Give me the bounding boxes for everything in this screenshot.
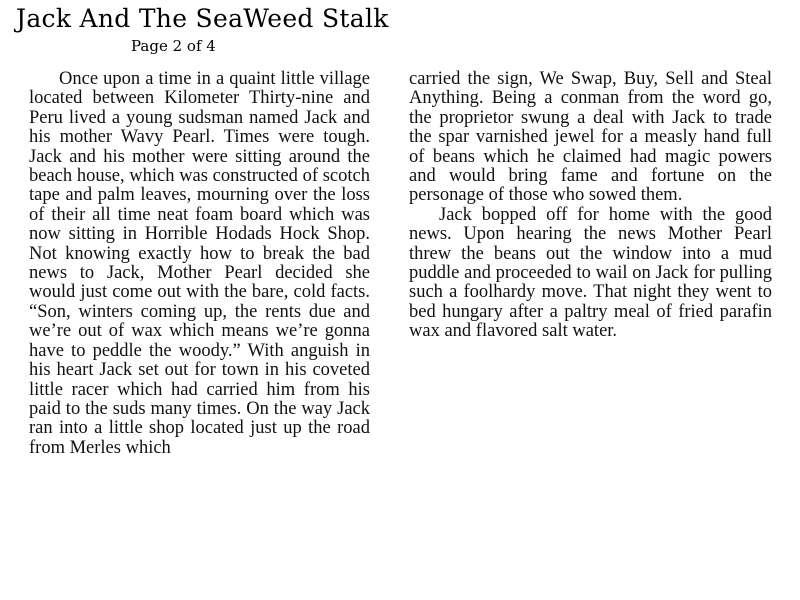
text-column-left: [29, 70, 370, 458]
body-paragraph-continuation: carried the sign, We Swap, Buy, Sell and Steal Anything. Being a conman from the word go, the proprietor swung a deal with Jack to trade the spar varnished jewel for a measly hand full of beans which he claimed had magic powers and would bring fame and fortune on the personage of those who sowed them.: [409, 69, 772, 206]
body-paragraph: Jack bopped off for home with the good news. Upon hearing the news Mother Pearl threw the beans out the window into a mud puddle and proceeded to wail on Jack for pulling such a foolhardy move. That night they went to bed hungary after a paltry meal of fried parafin wax and flavored salt water.: [409, 204, 772, 342]
story-title: Jack And The SeaWeed Stalk: [16, 4, 389, 33]
text-column-right: [409, 70, 772, 342]
body-paragraph: Once upon a time in a quaint little village located between Kilometer Thirty-nine and Peru lived a young sudsman named Jack and his mother Wavy Pearl. Times were tough. Jack and his mother were sitting around the beach house, which was constructed of scotch tape and palm leaves, mourning over the loss of their all time neat foam board which was now sitting in Horrible Hodads Hock Shop. Not knowing exactly how to break the bad news to Jack, Mother Pearl decided she would just come out with the bare, cold facts. “Son, winters coming up, the rents due and we’re out of wax which means we’re gonna have to peddle the woody.” With anguish in his heart Jack set out for town in his coveted little racer which had carried him from his paid to the suds many times. On the way Jack ran into a little shop located just up the road from Merles which: [29, 69, 370, 458]
page-number-label: Page 2 of 4: [131, 37, 216, 55]
